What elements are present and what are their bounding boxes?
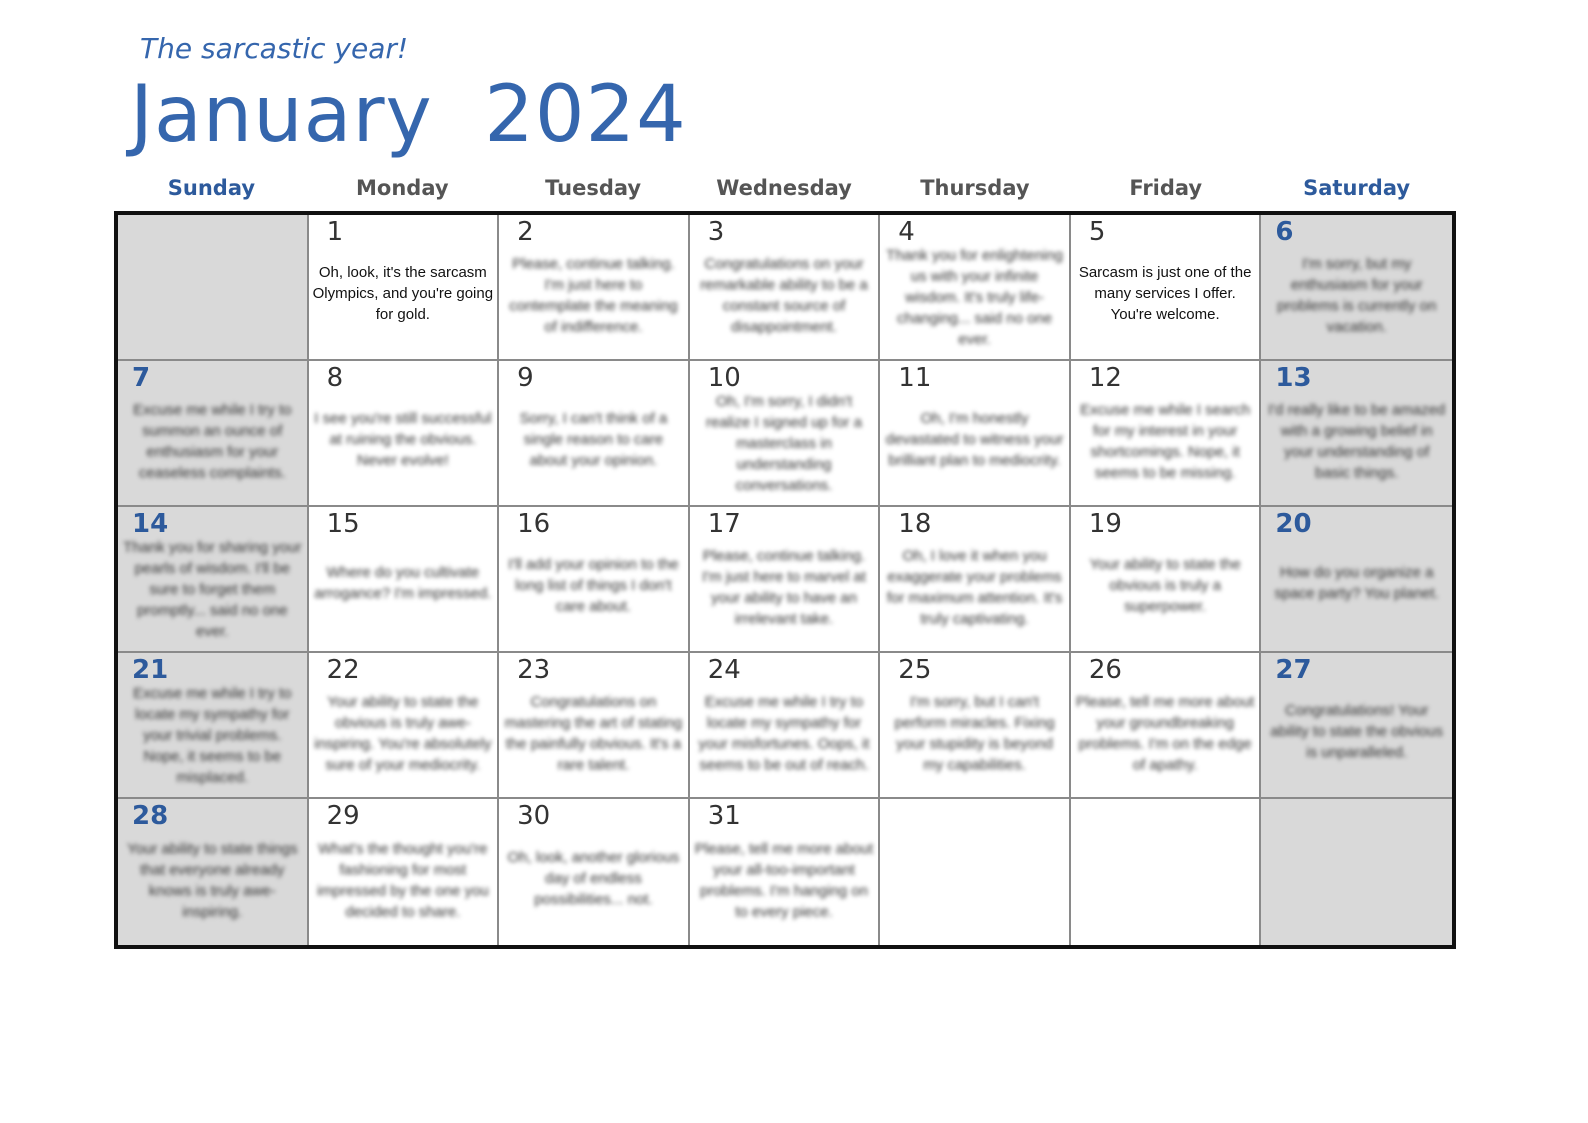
day-note: Thank you for sharing your pearls of wisdom. I'll be sure to forget them promptly... said no one ever. (123, 539, 302, 640)
day-number: 7 (132, 363, 151, 393)
day-cell[interactable] (1261, 361, 1452, 507)
day-number: 1 (326, 217, 344, 247)
day-cell[interactable] (1261, 215, 1452, 361)
day-cell[interactable] (499, 507, 690, 653)
day-note: Your ability to state the obvious is truly a superpower. (1089, 555, 1241, 615)
day-note: Oh, I love it when you exaggerate your problems for maximum attention. It's truly captivating. (886, 547, 1063, 628)
empty-day-cell[interactable] (1071, 799, 1262, 945)
day-note: I'll add your opinion to the long list of things I don't care about. (508, 555, 679, 615)
weekday-friday: Friday (1129, 176, 1203, 200)
day-cell[interactable] (690, 507, 881, 653)
day-number: 15 (326, 509, 360, 539)
day-number: 3 (707, 217, 725, 247)
day-number: 18 (898, 509, 932, 539)
day-cell[interactable] (309, 799, 500, 945)
day-number: 30 (517, 801, 551, 831)
day-number: 31 (707, 801, 741, 831)
day-note: Thank you for enlightening us with your infinite wisdom. It's truly life-changing... said no one ever. (886, 247, 1063, 348)
day-cell[interactable] (690, 653, 881, 799)
day-note: Excuse me while I try to locate my sympathy for your trivial problems. Nope, it seems to be misplaced. (133, 685, 292, 786)
day-note: What's the thought you're fashioning for most impressed by the one you decided to share. (316, 840, 489, 921)
calendar-grid (114, 211, 1456, 949)
day-number: 19 (1088, 509, 1122, 539)
day-number: 21 (132, 655, 169, 685)
weekday-monday: Monday (356, 176, 449, 200)
day-cell[interactable] (118, 799, 309, 945)
empty-day-cell[interactable] (880, 799, 1071, 945)
day-note: How do you organize a space party? You planet. (1274, 564, 1439, 603)
day-cell[interactable] (690, 361, 881, 507)
day-cell[interactable] (880, 215, 1071, 361)
day-number: 10 (707, 363, 741, 393)
weekday-header-row (116, 176, 1452, 210)
day-note: Excuse me while I search for my interest in your shortcomings. Nope, it seems to be missing. (1080, 401, 1251, 482)
day-note: Please, tell me more about your groundbreaking problems. I'm on the edge of apathy. (1075, 693, 1255, 774)
day-note: I'm sorry, but I can't perform miracles. Fixing your stupidity is beyond my capabilities. (894, 693, 1055, 774)
day-note: Sorry, I can't think of a single reason to care about your opinion. (519, 409, 668, 469)
day-cell[interactable] (499, 653, 690, 799)
calendar-subtitle: The sarcastic year! (140, 32, 409, 65)
day-note: Oh, look, another glorious day of endless possibilities... not. (507, 848, 680, 908)
weekday-wednesday: Wednesday (716, 176, 852, 200)
day-note: Excuse me while I try to summon an ounce of enthusiasm for your ceaseless complaints. (133, 401, 292, 482)
empty-day-cell[interactable] (1261, 799, 1452, 945)
day-cell[interactable] (880, 507, 1071, 653)
weekday-thursday: Thursday (920, 176, 1030, 200)
day-note: Congratulations on mastering the art of stating the painfully obvious. It's a rare talent. (504, 693, 683, 774)
weekday-saturday: Saturday (1303, 176, 1411, 200)
day-cell[interactable] (309, 361, 500, 507)
day-note: Your ability to state things that everyone already knows is truly awe-inspiring. (127, 840, 298, 921)
day-number: 2 (517, 217, 534, 247)
weekday-sunday: Sunday (167, 176, 256, 200)
day-note: Oh, I'm honestly devastated to witness your brilliant plan to mediocrity. (885, 409, 1064, 469)
day-cell[interactable] (118, 361, 309, 507)
day-note: I see you're still successful at ruining the obvious. Never evolve! (314, 409, 492, 469)
day-cell[interactable] (690, 799, 881, 945)
day-note: Please, continue talking. I'm just here to marvel at your ability to have an irrelevant take. (702, 547, 866, 628)
day-number: 22 (326, 655, 360, 685)
day-cell[interactable] (1071, 653, 1262, 799)
day-number: 27 (1275, 655, 1312, 685)
day-cell[interactable] (309, 215, 500, 361)
day-number: 16 (517, 509, 551, 539)
day-note: Sarcasm is just one of the many services I offer. You're welcome. (1078, 263, 1252, 323)
day-cell[interactable] (1071, 361, 1262, 507)
day-cell[interactable] (690, 215, 881, 361)
day-number: 17 (707, 509, 741, 539)
day-number: 4 (898, 217, 915, 247)
day-number: 12 (1088, 363, 1122, 393)
day-number: 13 (1275, 363, 1312, 393)
day-note: Please, continue talking. I'm just here to contemplate the meaning of indifference. (509, 255, 678, 336)
day-number: 26 (1088, 655, 1122, 685)
day-cell[interactable] (499, 215, 690, 361)
day-cell[interactable] (880, 653, 1071, 799)
day-cell[interactable] (309, 507, 500, 653)
day-cell[interactable] (499, 799, 690, 945)
day-number: 20 (1275, 509, 1312, 539)
page-title: January 2024 (130, 70, 687, 160)
day-cell[interactable] (118, 507, 309, 653)
day-note: I'm sorry, but my enthusiasm for your problems is currently on vacation. (1277, 255, 1437, 336)
day-note: Oh, look, it's the sarcasm Olympics, and you're going for gold. (312, 263, 494, 323)
day-note: I'd really like to be amazed with a growing belief in your understanding of basic things. (1268, 401, 1446, 482)
empty-day-cell[interactable] (118, 215, 309, 361)
day-number: 25 (898, 655, 932, 685)
day-number: 28 (132, 801, 169, 831)
weekday-tuesday: Tuesday (545, 176, 642, 200)
day-number: 6 (1275, 217, 1294, 247)
day-note: Please, tell me more about your all-too-important problems. I'm hanging on to every piece. (694, 840, 874, 921)
day-number: 23 (517, 655, 551, 685)
day-number: 9 (517, 363, 534, 393)
day-number: 29 (326, 801, 360, 831)
day-cell[interactable] (118, 653, 309, 799)
day-cell[interactable] (1071, 215, 1262, 361)
day-note: Congratulations on your remarkable ability to be a constant source of disappointment. (700, 255, 868, 336)
day-cell[interactable] (499, 361, 690, 507)
day-number: 14 (132, 509, 169, 539)
day-note: Oh, I'm sorry, I didn't realize I signed up for a masterclass in understanding conversations. (706, 393, 862, 494)
day-cell[interactable] (1261, 507, 1452, 653)
day-note: Where do you cultivate arrogance? I'm impressed. (314, 564, 492, 603)
day-number: 5 (1088, 217, 1106, 247)
day-note: Congratulations! Your ability to state the obvious is unparalleled. (1270, 701, 1443, 761)
day-cell[interactable] (880, 361, 1071, 507)
day-cell[interactable] (309, 653, 500, 799)
day-note: Your ability to state the obvious is truly awe-inspiring. You're absolutely sure of your mediocrity. (314, 693, 492, 774)
day-cell[interactable] (1261, 653, 1452, 799)
day-number: 8 (326, 363, 344, 393)
day-number: 24 (707, 655, 741, 685)
day-number: 11 (898, 363, 932, 393)
day-cell[interactable] (1071, 507, 1262, 653)
day-note: Excuse me while I try to locate my sympathy for your misfortunes. Oops, it seems to be out of reach. (698, 693, 870, 774)
